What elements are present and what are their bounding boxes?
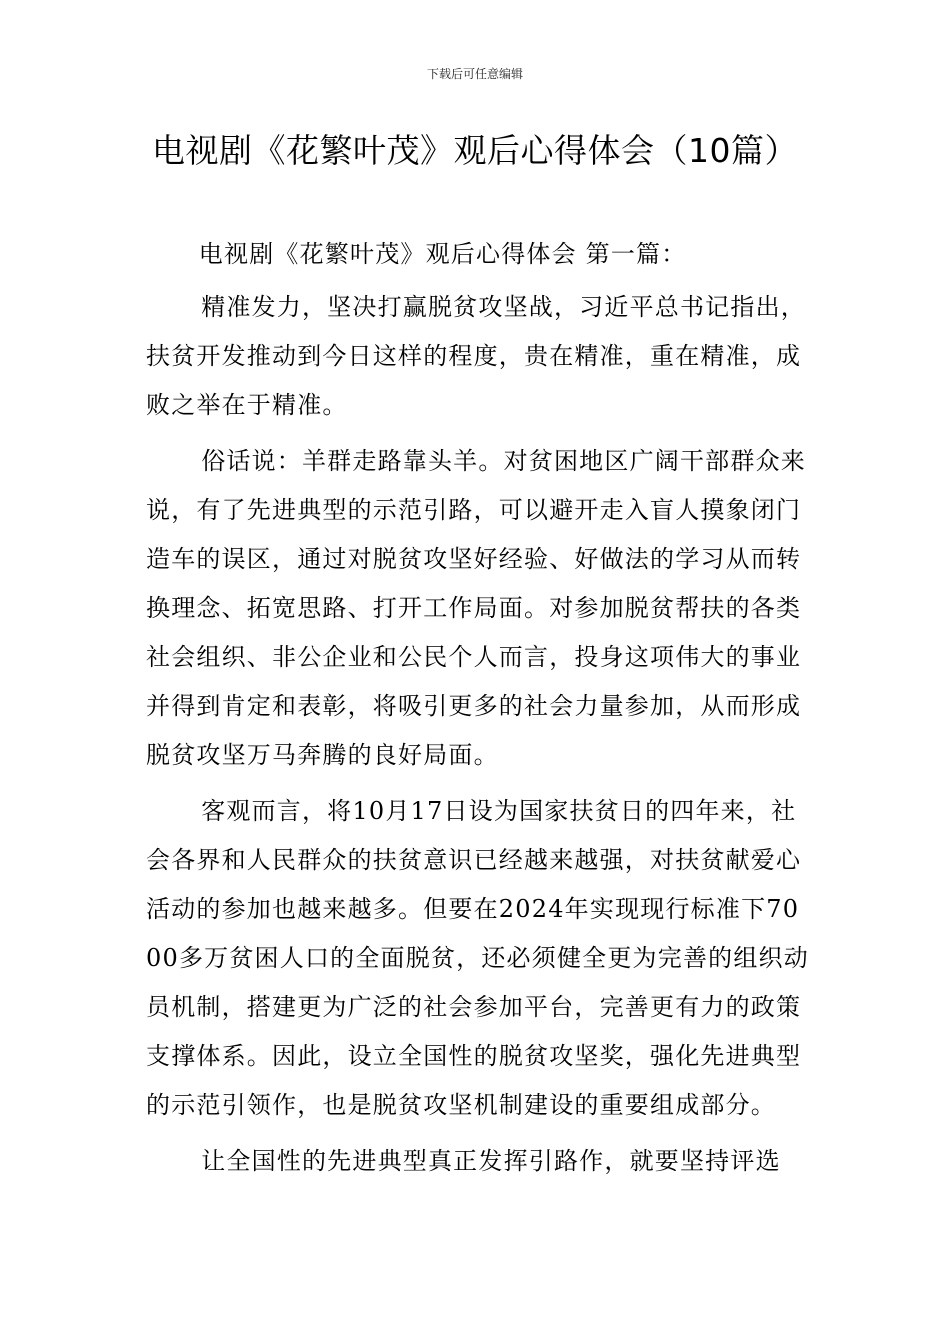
document-body: [146, 230, 812, 1193]
header-note: 下载后可任意编辑: [426, 67, 523, 81]
paragraph-3: 客观而言，将10月17日设为国家扶贫日的四年来，社会各界和人民群众的扶贫意识已经越来越强，对扶贫献爱心活动的参加也越来越多。但要在2024年实现现行标准下7000多万贫困人口的全面脱贫，还必须健全更为完善的组织动员机制，搭建更为广泛的社会参加平台，完善更有力的政策支撑体系。因此，设立全国性的脱贫攻坚奖，强化先进典型的示范引领作，也是脱贫攻坚机制建设的重要组成部分。: [146, 797, 809, 1119]
paragraph-2: 俗话说：羊群走路靠头羊。对贫困地区广阔干部群众来说，有了先进典型的示范引路，可以避开走入盲人摸象闭门造车的误区，通过对脱贫攻坚好经验、好做法的学习从而转换理念、拓宽思路、打开工作局面。对参加脱贫帮扶的各类社会组织、非公企业和公民个人而言，投身这项伟大的事业并得到肯定和表彰，将吸引更多的社会力量参加，从而形成脱贫攻坚万马奔腾的良好局面。: [146, 447, 806, 769]
document-title: 电视剧《花繁叶茂》观后心得体会（10篇）: [152, 131, 798, 170]
section-heading: 电视剧《花繁叶茂》观后心得体会 第一篇：: [198, 240, 687, 268]
paragraph-1: 精准发力，坚决打赢脱贫攻坚战，习近平总书记指出，扶贫开发推动到今日这样的程度，贵在精准，重在精准，成败之举在于精准。: [146, 293, 806, 419]
paragraph-4: 让全国性的先进典型真正发挥引路作，就要坚持评选: [201, 1147, 781, 1175]
